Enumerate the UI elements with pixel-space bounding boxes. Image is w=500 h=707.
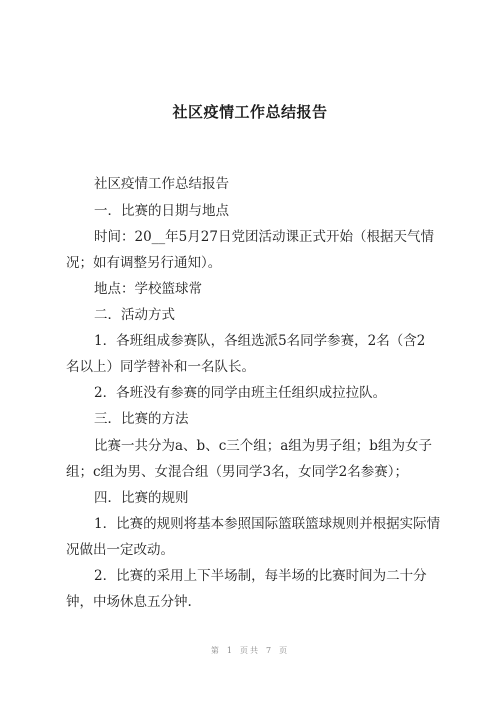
footer-suffix: 页 xyxy=(279,646,290,655)
section-heading: 四．比赛的规则 xyxy=(94,490,189,506)
body-line: 况做出一定改动。 xyxy=(66,542,174,558)
footer-middle: 页共 xyxy=(240,646,260,655)
body-line: 2．各班没有参赛的同学由班主任组织成拉拉队。 xyxy=(94,385,387,401)
body-line: 2．比赛的采用上下半场制，每半场的比赛时间为二十分 xyxy=(94,568,427,584)
total-pages: 7 xyxy=(266,646,274,655)
body-line: 比赛一共分为a、b、c三个组；a组为男子组；b组为女子 xyxy=(94,438,432,454)
section-heading: 三．比赛的方法 xyxy=(94,411,189,427)
body-line: 地点：学校篮球常 xyxy=(94,281,202,297)
body-line: 1．各班组成参赛队，各组选派5名同学参赛，2名（含2 xyxy=(94,333,426,349)
section-heading: 一．比赛的日期与地点 xyxy=(94,203,229,219)
body-line: 钟，中场休息五分钟. xyxy=(66,594,192,610)
body-line: 况；如有调整另行通知）。 xyxy=(66,255,222,271)
footer-prefix: 第 xyxy=(210,646,221,655)
body-line: 组；c组为男、女混合组（男同学3名，女同学2名参赛）； xyxy=(66,464,408,480)
body-line: 时间：20__年5月27日党团活动课正式开始（根据天气情 xyxy=(94,229,434,245)
body-line: 1．比赛的规则将基本参照国际篮联篮球规则并根据实际情 xyxy=(94,516,441,532)
body-line: 名以上）同学替补和一名队长。 xyxy=(66,359,255,375)
page-footer xyxy=(0,645,500,656)
document-title: 社区疫情工作总结报告 xyxy=(172,103,328,121)
section-heading: 二．活动方式 xyxy=(94,307,175,323)
body-line: 社区疫情工作总结报告 xyxy=(94,176,229,192)
current-page-number: 1 xyxy=(226,646,234,655)
